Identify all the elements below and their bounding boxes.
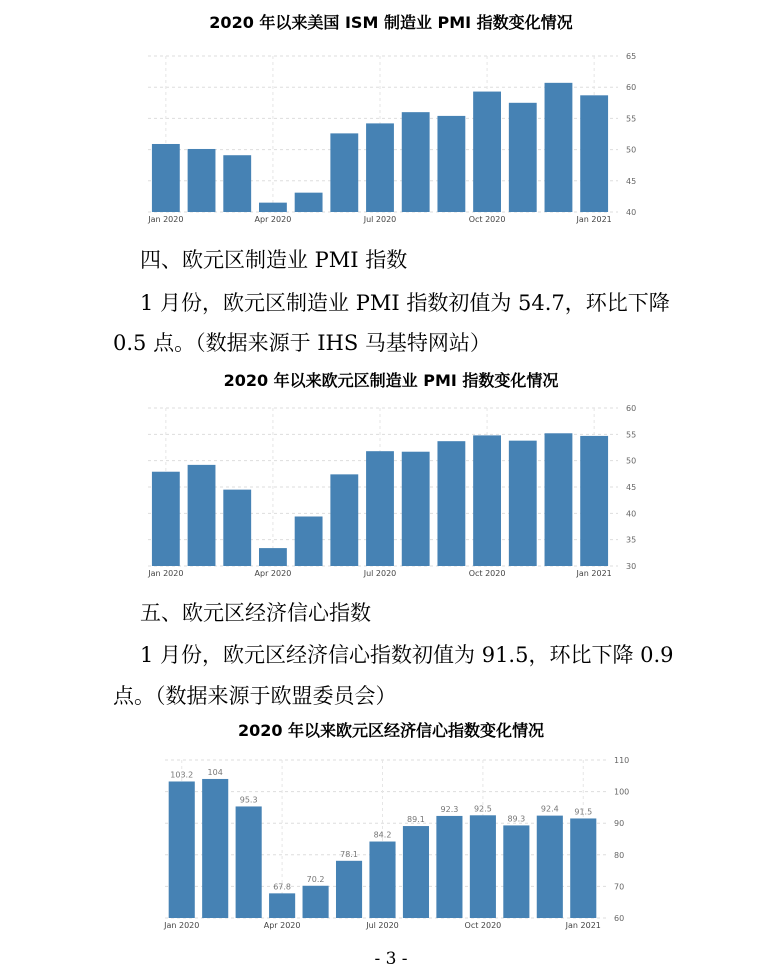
chart-bar: [473, 435, 501, 566]
y-tick-label: 100: [614, 787, 630, 797]
data-label: 103.2: [170, 770, 194, 780]
chart-bar: [503, 825, 529, 918]
eu-pmi-chart: [0, 398, 782, 582]
chart-bar: [259, 548, 287, 566]
chart-bar: [223, 155, 251, 212]
chart-bar: [152, 472, 180, 566]
y-tick-label: 50: [626, 456, 637, 466]
chart-bar: [570, 818, 596, 918]
x-tick-label: Oct 2020: [468, 569, 506, 578]
y-tick-label: 70: [614, 882, 625, 892]
data-label: 92.5: [473, 804, 492, 814]
us-pmi-chart: [0, 44, 782, 230]
us-pmi-chart-title: 2020 年以来美国 ISM 制造业 PMI 指数变化情况: [209, 13, 573, 32]
x-tick-label: Oct 2020: [468, 215, 506, 224]
x-tick-label: Apr 2020: [254, 569, 292, 578]
data-label: 84.2: [373, 830, 392, 840]
x-tick-label: Jan 2021: [565, 921, 601, 930]
chart-bar: [269, 893, 295, 918]
chart-bar: [169, 781, 195, 918]
chart-bar: [580, 436, 608, 566]
esi-chart: [0, 750, 782, 936]
esi-chart-title: 2020 年以来欧元区经济信心指数变化情况: [237, 721, 545, 740]
y-tick-label: 55: [626, 114, 637, 124]
chart-bar: [537, 816, 563, 918]
x-tick-label: Jan 2020: [164, 921, 200, 930]
data-label: 95.3: [239, 795, 258, 805]
y-tick-label: 80: [614, 850, 625, 860]
eu-pmi-paragraph-line1: 1 月份，欧元区制造业 PMI 指数初值为 54.7，环比下降: [140, 291, 670, 315]
x-tick-label: Jul 2020: [363, 569, 397, 578]
data-label: 89.3: [507, 814, 526, 824]
chart-bar: [188, 465, 216, 566]
y-tick-label: 45: [626, 483, 637, 492]
chart-bar: [330, 474, 358, 566]
data-label: 67.8: [273, 882, 292, 892]
chart-bar: [437, 116, 465, 212]
data-label: 104: [207, 767, 223, 777]
data-label: 70.2: [306, 874, 325, 884]
chart-bar: [402, 452, 430, 566]
chart-bar: [366, 123, 394, 212]
chart-bar: [223, 490, 251, 566]
chart-bar: [295, 516, 323, 566]
y-tick-label: 65: [626, 52, 637, 61]
chart-bar: [437, 441, 465, 566]
chart-bar: [366, 451, 394, 566]
x-tick-label: Jan 2021: [576, 569, 612, 578]
y-tick-label: 40: [626, 509, 637, 519]
chart-bar: [152, 144, 180, 212]
chart-bar: [580, 95, 608, 212]
y-tick-label: 60: [626, 404, 637, 413]
esi-heading: 五、欧元区经济信心指数: [140, 601, 371, 625]
chart-bar: [509, 103, 537, 212]
chart-bar: [403, 826, 429, 918]
x-tick-label: Jul 2020: [363, 215, 397, 224]
data-label: 92.4: [540, 804, 559, 814]
data-label: 78.1: [340, 849, 358, 859]
y-tick-label: 110: [614, 756, 630, 765]
x-tick-label: Jul 2020: [366, 921, 399, 930]
chart-bar: [470, 815, 496, 918]
eu-pmi-heading: 四、欧元区制造业 PMI 指数: [140, 248, 408, 272]
chart-bar: [402, 112, 430, 212]
chart-bar: [473, 92, 501, 212]
chart-bar: [436, 816, 462, 918]
data-label: 92.3: [440, 804, 459, 814]
x-tick-label: Apr 2020: [263, 921, 301, 930]
y-tick-label: 40: [626, 208, 637, 217]
chart-bar: [303, 886, 329, 918]
y-tick-label: 90: [614, 819, 625, 829]
y-tick-label: 55: [626, 430, 637, 440]
chart-bar: [545, 83, 573, 212]
chart-bar: [545, 433, 573, 566]
data-label: 91.5: [574, 807, 593, 817]
page-number: - 3 -: [374, 949, 408, 969]
esi-paragraph-line1: 1 月份，欧元区经济信心指数初值为 91.5，环比下降 0.9: [140, 643, 674, 667]
chart-bar: [295, 193, 323, 212]
y-tick-label: 60: [614, 914, 625, 923]
x-tick-label: Jan 2020: [148, 569, 184, 578]
y-tick-label: 60: [626, 83, 637, 93]
chart-bar: [188, 149, 216, 212]
eu-pmi-chart-title: 2020 年以来欧元区制造业 PMI 指数变化情况: [223, 371, 559, 390]
chart-bar: [259, 203, 287, 212]
chart-bar: [236, 806, 262, 918]
data-label: 89.1: [407, 815, 425, 825]
chart-bar: [336, 861, 362, 918]
y-tick-label: 45: [626, 176, 637, 186]
chart-bar: [330, 133, 358, 212]
esi-paragraph-line2: 点。（数据来源于欧盟委员会）: [113, 684, 397, 708]
eu-pmi-paragraph-line2: 0.5 点。（数据来源于 IHS 马基特网站）: [113, 331, 491, 355]
chart-bar: [369, 842, 395, 918]
y-tick-label: 50: [626, 145, 637, 155]
chart-bar: [202, 779, 228, 918]
y-tick-label: 35: [626, 535, 637, 545]
x-tick-label: Oct 2020: [464, 921, 502, 930]
x-tick-label: Jan 2020: [148, 215, 184, 224]
chart-bar: [509, 441, 537, 566]
y-tick-label: 30: [626, 562, 637, 571]
x-tick-label: Jan 2021: [576, 215, 612, 224]
x-tick-label: Apr 2020: [254, 215, 292, 224]
